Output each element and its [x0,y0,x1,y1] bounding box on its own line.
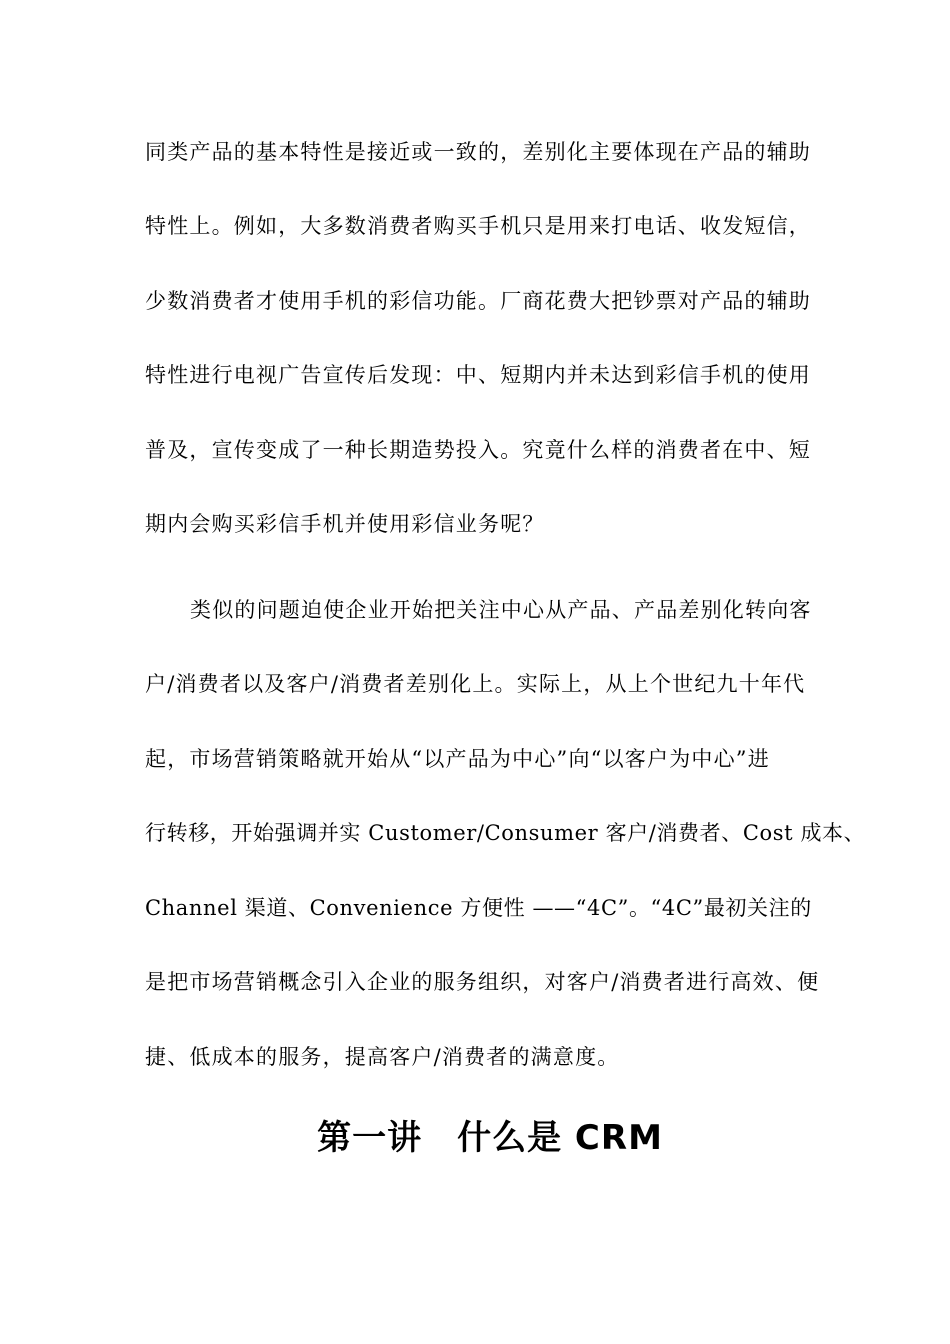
chapter-heading: 第一讲 什么是 CRM [317,1118,663,1158]
paragraph-2-line-3: 起，市场营销策略就开始从“以产品为中心”向“以客户为中心”进 [145,747,770,771]
paragraph-1-line-4: 特性进行电视广告宣传后发现：中、短期内并未达到彩信手机的使用 [145,363,811,387]
paragraph-2-line-6: 是把市场营销概念引入企业的服务组织，对客户/消费者进行高效、便 [145,970,820,994]
paragraph-1-line-1: 同类产品的基本特性是接近或一致的，差别化主要体现在产品的辅助 [145,140,811,164]
paragraph-2-line-7: 捷、低成本的服务，提高客户/消费者的满意度。 [145,1045,620,1069]
paragraph-1-line-6: 期内会购买彩信手机并使用彩信业务呢？ [145,512,545,536]
paragraph-1-line-2: 特性上。例如，大多数消费者购买手机只是用来打电话、收发短信， [145,214,811,238]
paragraph-2-line-5: Channel 渠道、Convenience 方便性 ——“4C”。“4C”最初关注的 [145,896,812,920]
paragraph-2-line-1: 类似的问题迫使企业开始把关注中心从产品、产品差别化转向客 [190,598,812,622]
paragraph-2-line-2: 户/消费者以及客户/消费者差别化上。实际上，从上个世纪九十年代 [145,672,806,696]
paragraph-1-line-5: 普及，宣传变成了一种长期造势投入。究竟什么样的消费者在中、短 [145,438,811,462]
paragraph-1-line-3: 少数消费者才使用手机的彩信功能。厂商花费大把钞票对产品的辅助 [145,289,811,313]
paragraph-2-line-4: 行转移，开始强调并实 Customer/Consumer 客户/消费者、Cost 成本、 [145,821,866,845]
